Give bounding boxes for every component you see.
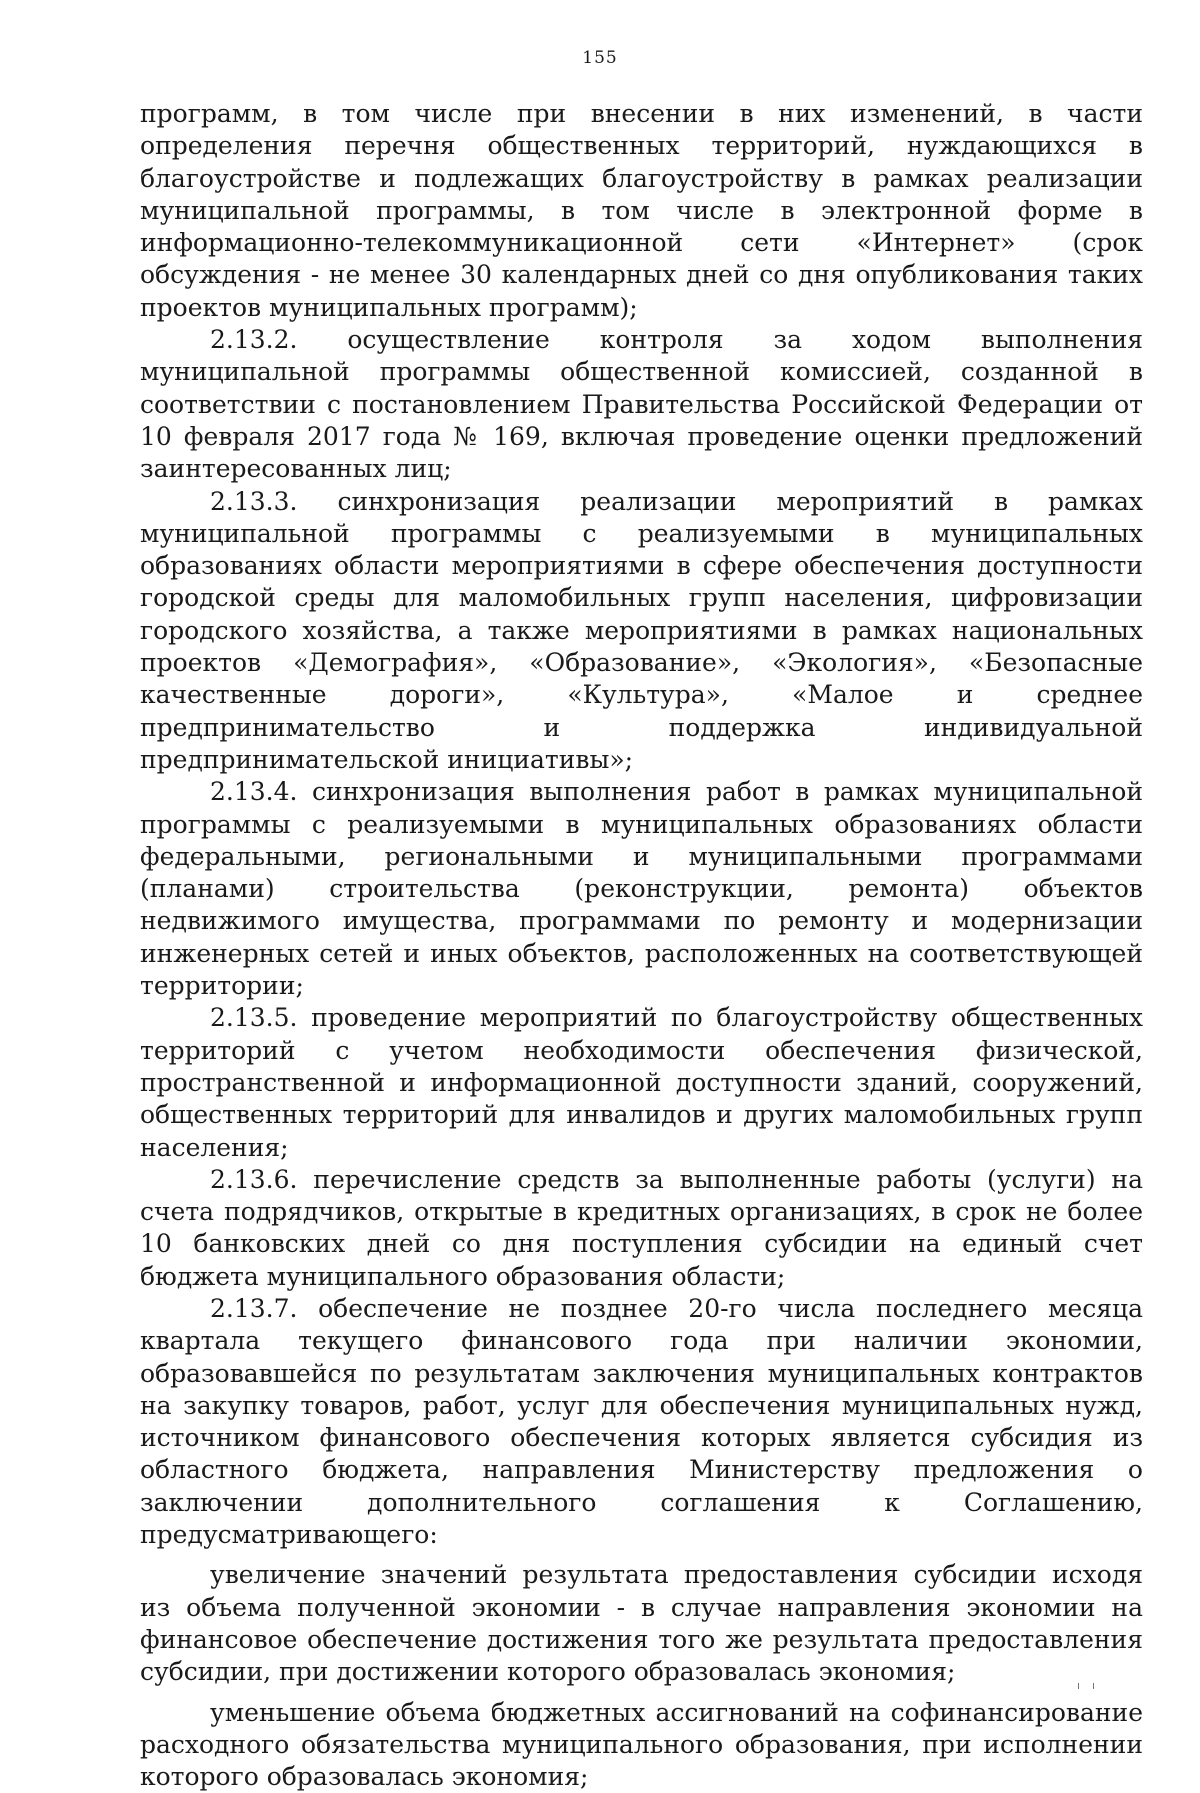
page-number: 155 [582, 48, 618, 68]
paragraph-increase-result: увеличение значений результата предоставления субсидии исходя из объема полученной экономии - в случае направления экономии на финансовое обеспечение достижения того же результата предоставления субсидии, при достижении которого образовалась экономия; [140, 1560, 1143, 1687]
document-body [140, 98, 1143, 1793]
paragraph-2-13-2: 2.13.2. осуществление контроля за ходом выполнения муниципальной программы общественной комиссией, созданной в соответствии с постановлением Правительства Российской Федерации от 10 февраля 2017 года № 169, включая проведение оценки предложений заинтересованных лиц; [140, 325, 1143, 484]
paragraph-2-13-4: 2.13.4. синхронизация выполнения работ в рамках муниципальной программы с реализуемыми в муниципальных образованиях области федеральными, региональными и муниципальными программами (планами) строительства (реконструкции, ремонта) объектов недвижимого имущества, программами по ремонту и модернизации инженерных сетей и иных объектов, расположенных на соответствующей территории; [140, 777, 1143, 1001]
paragraph-2-13-7: 2.13.7. обеспечение не позднее 20-го числа последнего месяца квартала текущего финансового года при наличии экономии, образовавшейся по результатам заключения муниципальных контрактов на закупку товаров, работ, услуг для обеспечения муниципальных нужд, источником финансового обеспечения которых является субсидия из областного бюджета, направления Министерству предложения о заключении дополнительного соглашения к Соглашению, предусматривающего: [140, 1293, 1143, 1550]
paragraph-2-13-3: 2.13.3. синхронизация реализации мероприятий в рамках муниципальной программы с реализуемыми в муниципальных образованиях области мероприятиями в сфере обеспечения доступности городской среды для маломобильных групп населения, цифровизации городского хозяйства, а также мероприятиями в рамках национальных проектов «Демография», «Образование», «Экология», «Безопасные качественные дороги», «Культура», «Малое и среднее предпринимательство и поддержка индивидуальной предпринимательской инициативы»; [140, 486, 1143, 774]
scan-artifact [1078, 1683, 1094, 1689]
paragraph-continuation: программ, в том числе при внесении в них изменений, в части определения перечня общественных территорий, нуждающихся в благоустройстве и подлежащих благоустройству в рамках реализации муниципальной программы, в том числе в электронной форме в информационно-телекоммуникационной сети «Интернет» (срок обсуждения - не менее 30 календарных дней со дня опубликования таких проектов муниципальных программ); [140, 99, 1143, 322]
paragraph-2-13-6: 2.13.6. перечисление средств за выполненные работы (услуги) на счета подрядчиков, открытые в кредитных организациях, в срок не более 10 банковских дней со дня поступления субсидии на единый счет бюджета муниципального образования области; [140, 1164, 1143, 1291]
paragraph-2-13-5: 2.13.5. проведение мероприятий по благоустройству общественных территорий с учетом необходимости обеспечения физической, пространственной и информационной доступности зданий, сооружений, общественных территорий для инвалидов и других маломобильных групп населения; [140, 1003, 1143, 1162]
paragraph-decrease-budget: уменьшение объема бюджетных ассигнований на софинансирование расходного обязательства муниципального образования, при исполнении которого образовалась экономия; [140, 1697, 1143, 1792]
